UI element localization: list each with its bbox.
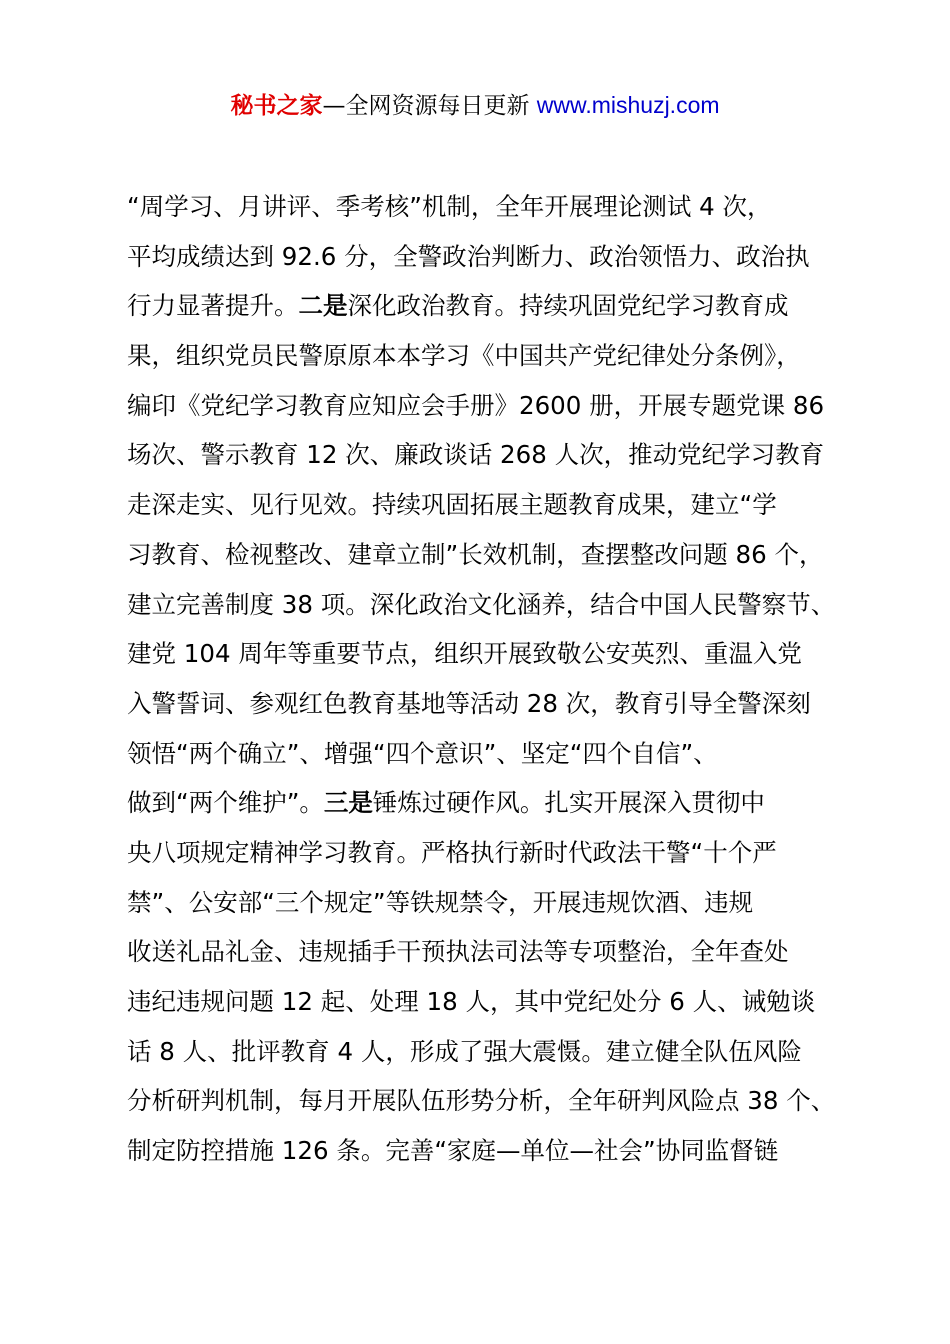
text-segment: 行力显著提升。 xyxy=(127,291,299,321)
text-segment: “周学习、月讲评、季考核”机制，全年开展理论测试 4 次， xyxy=(127,192,772,221)
text-segment: 做到“两个维护”。 xyxy=(127,788,324,818)
text-line xyxy=(127,1076,837,1126)
site-brand-name: 秘书之家 xyxy=(230,93,323,119)
text-line xyxy=(127,530,837,580)
text-line xyxy=(127,430,837,480)
page-header xyxy=(0,88,950,123)
text-line xyxy=(127,232,837,282)
bold-text-segment: 三是 xyxy=(323,788,373,818)
text-segment: 习教育、检视整改、建章立制”长效机制，查摆整改问题 86 个， xyxy=(127,539,824,569)
text-segment: 话 8 人、批评教育 4 人，形成了强大震慑。建立健全队伍风险 xyxy=(127,1036,802,1066)
text-segment: 深化政治教育。持续巩固党纪学习教育成 xyxy=(347,291,789,321)
text-line xyxy=(127,679,837,729)
text-line xyxy=(127,580,837,630)
text-line xyxy=(127,1027,837,1077)
text-segment: 编印《党纪学习教育应知应会手册》2600 册，开展专题党课 86 xyxy=(127,390,825,420)
text-line xyxy=(127,381,837,431)
text-line xyxy=(127,878,837,928)
text-segment: 领悟“两个确立”、增强“四个意识”、坚定“四个自信”、 xyxy=(127,738,718,768)
text-segment: 禁”、公安部“三个规定”等铁规禁令，开展违规饮酒、违规 xyxy=(127,887,754,917)
text-segment: 建党 104 周年等重要节点，组织开展致敬公安英烈、重温入党 xyxy=(127,639,802,669)
text-line xyxy=(127,629,837,679)
text-line xyxy=(127,331,837,381)
text-segment: 走深走实、见行见效。持续巩固拓展主题教育成果，建立“学 xyxy=(127,490,777,520)
text-segment: 锤炼过硬作风。扎实开展深入贯彻中 xyxy=(372,788,765,818)
text-segment: 平均成绩达到 92.6 分，全警政治判断力、政治领悟力、政治执 xyxy=(127,241,810,271)
site-tagline: —全网资源每日更新 xyxy=(322,93,537,119)
text-line xyxy=(127,927,837,977)
document-body xyxy=(127,182,837,1176)
text-segment: 收送礼品礼金、违规插手干预执法司法等专项整治，全年查处 xyxy=(127,937,789,967)
site-url-link[interactable]: www.mishuzj.com xyxy=(536,92,720,118)
bold-text-segment: 二是 xyxy=(298,291,348,321)
text-line xyxy=(127,977,837,1027)
text-segment: 入警誓词、参观红色教育基地等活动 28 次，教育引导全警深刻 xyxy=(127,688,811,718)
text-segment: 央八项规定精神学习教育。严格执行新时代政法干警“十个严 xyxy=(127,837,777,867)
text-segment: 果，组织党员民警原原本本学习《中国共产党纪律处分条例》， xyxy=(127,341,801,371)
text-segment: 分析研判机制，每月开展队伍形势分析，全年研判风险点 38 个、 xyxy=(127,1086,836,1116)
text-line xyxy=(127,729,837,779)
text-line xyxy=(127,182,837,232)
text-segment: 场次、警示教育 12 次、廉政谈话 268 人次，推动党纪学习教育 xyxy=(127,440,825,470)
text-segment: 建立完善制度 38 项。深化政治文化涵养，结合中国人民警察节、 xyxy=(127,589,836,619)
text-line xyxy=(127,828,837,878)
text-segment: 违纪违规问题 12 起、处理 18 人，其中党纪处分 6 人、诫勉谈 xyxy=(127,987,816,1016)
text-line xyxy=(127,778,837,828)
text-line xyxy=(127,1126,837,1176)
text-line xyxy=(127,281,837,331)
text-line xyxy=(127,480,837,530)
text-segment: 制定防控措施 126 条。完善“家庭—单位—社会”协同监督链 xyxy=(127,1136,779,1166)
